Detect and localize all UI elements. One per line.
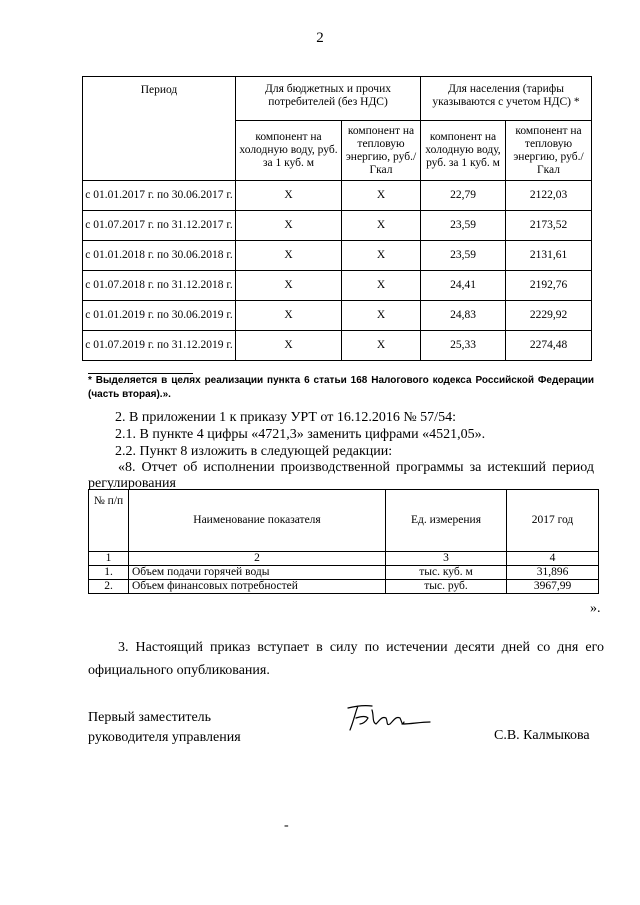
table-row <box>83 301 592 331</box>
budget-heat-cell: Х <box>342 211 421 241</box>
population-heat-cell: 2274,48 <box>506 331 592 361</box>
subheader-cold-population: компонент на холодную воду, руб. за 1 куб. м <box>421 121 506 181</box>
num-cell: 2. <box>89 580 129 594</box>
signer-title: Первый заместитель руководителя управления <box>88 710 241 745</box>
population-cold-cell: 24,41 <box>421 271 506 301</box>
budget-heat-cell: Х <box>342 271 421 301</box>
population-cold-cell: 25,33 <box>421 331 506 361</box>
paragraph-3: 3. Настоящий приказ вступает в силу по истечении десяти дней со дня его официального опубликования. <box>88 640 604 678</box>
indicator-cell: Объем подачи горячей воды <box>129 566 386 580</box>
index-cell: 2 <box>129 552 386 566</box>
index-cell: 1 <box>89 552 129 566</box>
budget-heat-cell: Х <box>342 301 421 331</box>
header-indicator: Наименование показателя <box>129 490 386 552</box>
closing-quote: ». <box>590 601 601 616</box>
signature-image <box>342 700 432 740</box>
budget-cold-cell: Х <box>236 241 342 271</box>
index-cell: 3 <box>386 552 507 566</box>
population-heat-cell: 2131,61 <box>506 241 592 271</box>
period-cell: с 01.01.2018 г. по 30.06.2018 г. <box>83 241 236 271</box>
header-year: 2017 год <box>507 490 599 552</box>
subheader-heat-budget: компонент на тепловую энергию, руб./Гкал <box>342 121 421 181</box>
paragraph-2-2: 2.2. Пункт 8 изложить в следующей редакции: <box>115 444 393 459</box>
budget-heat-cell: Х <box>342 181 421 211</box>
period-cell: с 01.01.2019 г. по 30.06.2019 г. <box>83 301 236 331</box>
bottom-mark: - <box>284 818 289 833</box>
paragraph-2-1: 2.1. В пункте 4 цифры «4721,3» заменить цифрами «4521,05». <box>115 427 486 442</box>
performance-table <box>88 489 599 594</box>
indicator-cell: Объем финансовых потребностей <box>129 580 386 594</box>
population-heat-cell: 2192,76 <box>506 271 592 301</box>
budget-cold-cell: Х <box>236 331 342 361</box>
unit-cell: тыс. руб. <box>386 580 507 594</box>
budget-cold-cell: Х <box>236 181 342 211</box>
paragraph-2: 2. В приложении 1 к приказу УРТ от 16.12.2016 № 57/54: <box>115 410 456 425</box>
population-cold-cell: 23,59 <box>421 241 506 271</box>
table-row <box>83 331 592 361</box>
value-cell: 3967,99 <box>507 580 599 594</box>
budget-heat-cell: Х <box>342 241 421 271</box>
population-heat-cell: 2122,03 <box>506 181 592 211</box>
population-cold-cell: 24,83 <box>421 301 506 331</box>
unit-cell: тыс. куб. м <box>386 566 507 580</box>
subheader-heat-population: компонент на тепловую энергию, руб./Гкал <box>506 121 592 181</box>
table-row <box>83 271 592 301</box>
index-cell: 4 <box>507 552 599 566</box>
header-period: Период <box>83 77 236 181</box>
footnote: * Выделяется в целях реализации пункта 6 статьи 168 Налогового кодекса Российской Федерации (часть вторая).». <box>88 375 594 400</box>
table-row <box>83 211 592 241</box>
table-row <box>83 241 592 271</box>
page-number: 2 <box>316 30 324 46</box>
budget-cold-cell: Х <box>236 211 342 241</box>
num-cell: 1. <box>89 566 129 580</box>
header-unit: Ед. измерения <box>386 490 507 552</box>
period-cell: с 01.01.2017 г. по 30.06.2017 г. <box>83 181 236 211</box>
population-heat-cell: 2229,92 <box>506 301 592 331</box>
period-cell: с 01.07.2018 г. по 31.12.2018 г. <box>83 271 236 301</box>
period-cell: с 01.07.2019 г. по 31.12.2019 г. <box>83 331 236 361</box>
value-cell: 31,896 <box>507 566 599 580</box>
header-num: № п/п <box>89 490 129 552</box>
signer-name: С.В. Калмыкова <box>494 728 590 743</box>
budget-heat-cell: Х <box>342 331 421 361</box>
population-cold-cell: 22,79 <box>421 181 506 211</box>
table-row <box>83 181 592 211</box>
period-cell: с 01.07.2017 г. по 31.12.2017 г. <box>83 211 236 241</box>
table-row <box>89 552 599 566</box>
budget-cold-cell: Х <box>236 301 342 331</box>
header-budget: Для бюджетных и прочих потребителей (без НДС) <box>236 77 421 121</box>
table-row <box>89 580 599 594</box>
tariff-table <box>82 76 592 361</box>
subheader-cold-budget: компонент на холодную воду, руб. за 1 куб. м <box>236 121 342 181</box>
population-cold-cell: 23,59 <box>421 211 506 241</box>
budget-cold-cell: Х <box>236 271 342 301</box>
paragraph-8: «8. Отчет об исполнении производственной программы за истекший период регулирования <box>88 460 594 491</box>
population-heat-cell: 2173,52 <box>506 211 592 241</box>
table-row <box>89 566 599 580</box>
header-population: Для населения (тарифы указываются с учетом НДС) * <box>421 77 592 121</box>
